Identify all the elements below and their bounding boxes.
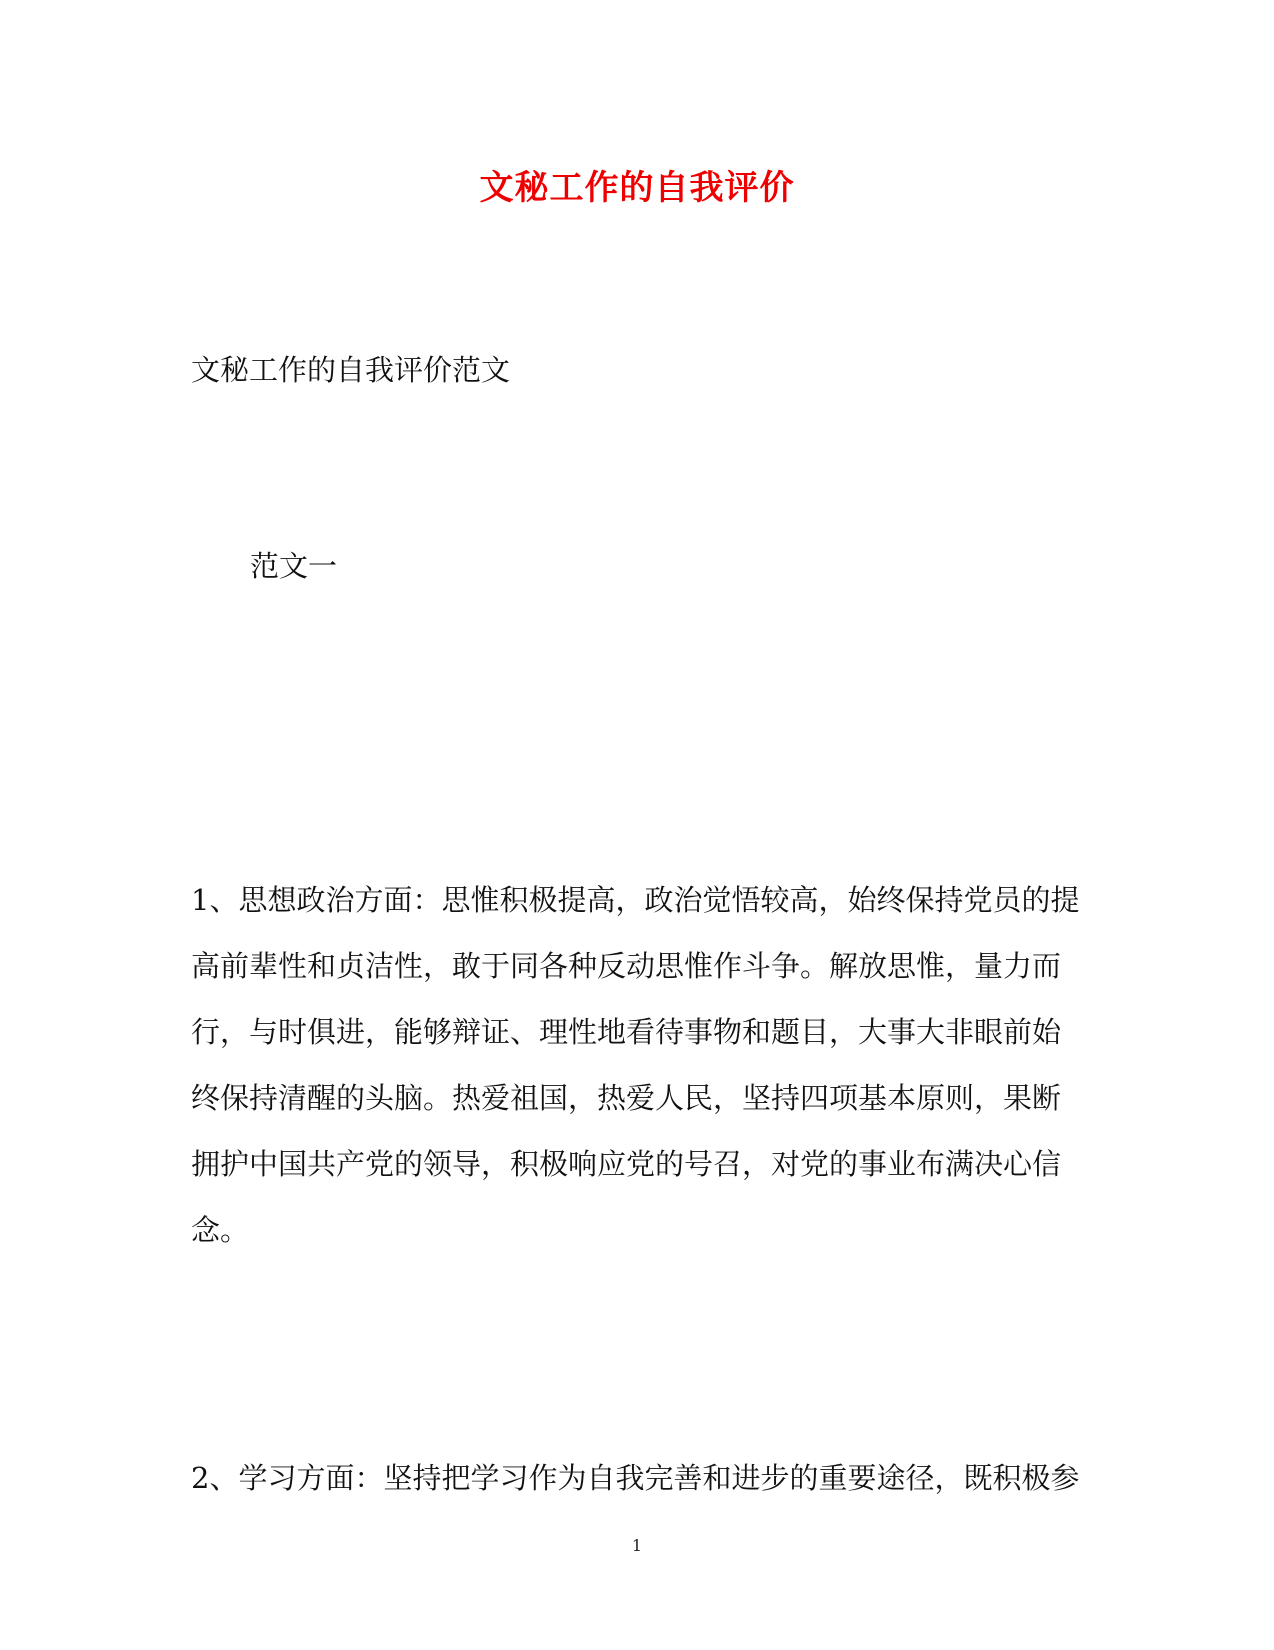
section-label: 范文一 (250, 549, 338, 583)
paragraph-line: 念。 (191, 1213, 250, 1247)
paragraph-line: 拥护中国共产党的领导，积极响应党的号召，对党的事业布满决心信 (191, 1147, 1062, 1181)
paragraph-line: 1、思想政治方面：思惟积极提高，政治觉悟较高，始终保持党员的提 (191, 883, 1080, 917)
page-number: 1 (631, 1536, 643, 1555)
paragraph-2 (191, 1445, 1091, 1511)
paragraph-line: 行，与时俱进，能够辩证、理性地看待事物和题目，大事大非眼前始 (191, 1015, 1062, 1049)
paragraph-1 (191, 867, 1091, 1263)
document-title: 文秘工作的自我评价 (479, 168, 795, 208)
paragraph-line: 2、学习方面：坚持把学习作为自我完善和进步的重要途径，既积极参 (191, 1461, 1080, 1495)
document-subtitle: 文秘工作的自我评价范文 (191, 353, 511, 387)
paragraph-line: 高前辈性和贞洁性，敢于同各种反动思惟作斗争。解放思惟，量力而 (191, 949, 1062, 983)
paragraph-line: 终保持清醒的头脑。热爱祖国，热爱人民，坚持四项基本原则，果断 (191, 1081, 1062, 1115)
